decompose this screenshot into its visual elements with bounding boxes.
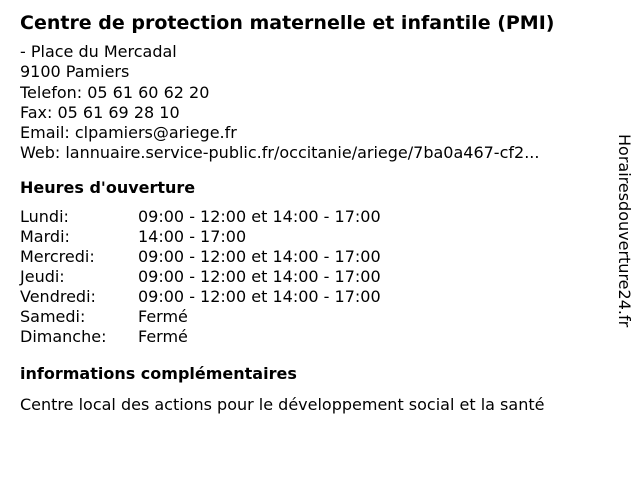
hours-day: Vendredi: <box>20 287 96 307</box>
hours-row-thursday <box>20 267 610 287</box>
hours-time: 14:00 - 17:00 <box>138 226 247 246</box>
hours-row-saturday <box>20 307 610 327</box>
hours-day: Dimanche: <box>20 327 107 347</box>
page-title: Centre de protection maternelle et infantile (PMI) <box>20 12 555 34</box>
hours-row-friday <box>20 287 610 307</box>
extra-info-heading: informations complémentaires <box>20 364 297 384</box>
hours-time: 09:00 - 12:00 et 14:00 - 17:00 <box>138 246 381 266</box>
extra-info-text: Centre local des actions pour le développement social et la santé <box>20 395 545 415</box>
hours-day: Jeudi: <box>20 267 65 287</box>
hours-row-sunday <box>20 327 610 347</box>
hours-row-wednesday <box>20 247 610 267</box>
address-street: - Place du Mercadal <box>20 42 177 61</box>
email-address[interactable]: Email: clpamiers@ariege.fr <box>20 123 237 143</box>
hours-time: 09:00 - 12:00 et 14:00 - 17:00 <box>138 206 381 226</box>
place-card <box>20 10 610 415</box>
hours-time: 09:00 - 12:00 et 14:00 - 17:00 <box>138 287 381 307</box>
hours-day: Mercredi: <box>20 246 95 266</box>
contact-block <box>20 42 610 164</box>
opening-hours-list <box>20 207 610 348</box>
hours-day: Lundi: <box>20 206 69 226</box>
hours-heading: Heures d'ouverture <box>20 177 196 197</box>
fax-number: Fax: 05 61 69 28 10 <box>20 102 180 122</box>
hours-day: Samedi: <box>20 307 86 327</box>
hours-time: Fermé <box>138 327 188 347</box>
hours-time: 09:00 - 12:00 et 14:00 - 17:00 <box>138 267 381 287</box>
phone-number[interactable]: Telefon: 05 61 60 62 20 <box>20 82 210 102</box>
hours-time: Fermé <box>138 307 188 327</box>
site-watermark: Horairesdouverture24.fr <box>615 134 634 328</box>
address-city: 9100 Pamiers <box>20 62 130 82</box>
hours-day: Mardi: <box>20 226 70 246</box>
hours-row-tuesday <box>20 227 610 247</box>
website-link[interactable]: Web: lannuaire.service-public.fr/occitanie/ariege/7ba0a467-cf2... <box>20 143 540 163</box>
hours-row-monday <box>20 207 610 227</box>
